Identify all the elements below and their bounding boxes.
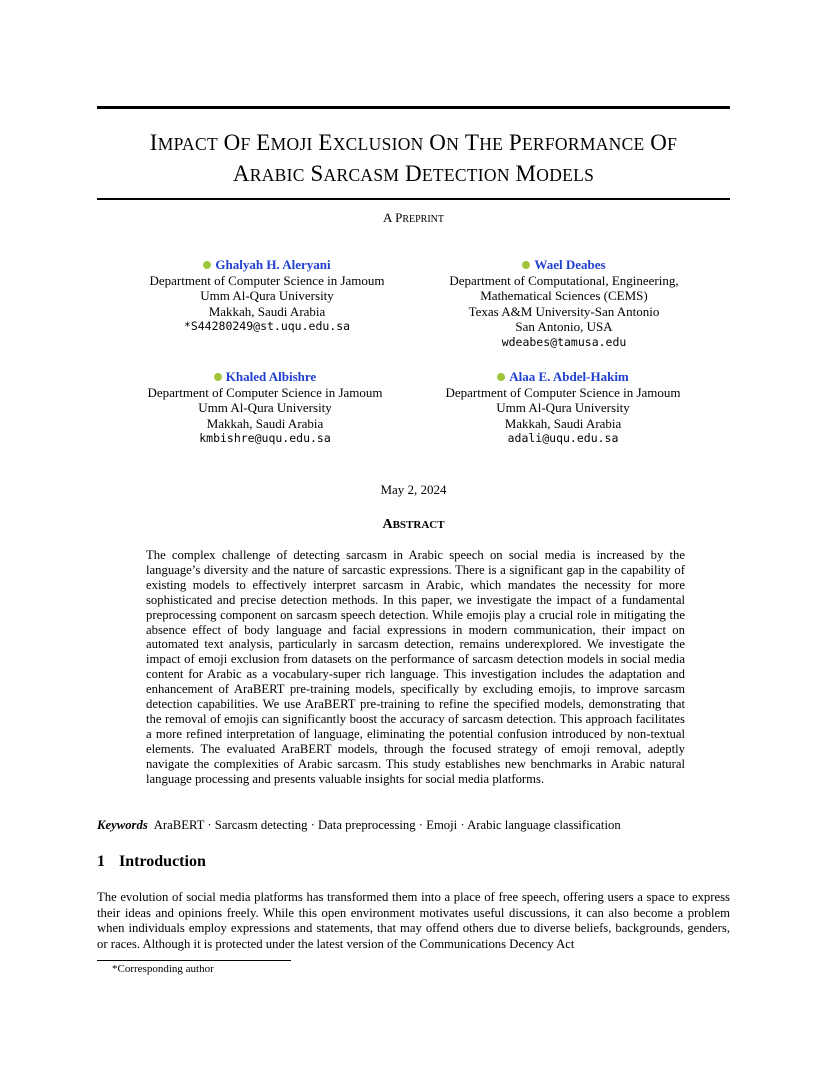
affiliation-line: Department of Computer Science in Jamoum (445, 384, 681, 400)
keywords-line (97, 818, 621, 833)
keywords-label: Keywords (97, 818, 148, 832)
affiliation-line: Texas A&M University-San Antonio (468, 303, 660, 319)
keyword-separator: · (307, 818, 319, 832)
affiliation-line: Department of Computer Science in Jamoum (147, 384, 383, 400)
date: May 2, 2024 (380, 482, 447, 497)
affiliation-line: Department of Computational, Engineering, (449, 272, 679, 288)
keyword: Arabic language classification (467, 818, 621, 832)
title-bottom-rule (97, 198, 730, 200)
intro-paragraph: The evolution of social media platforms has transformed them into a place of free speech, offering users a space to express their ideas and opinions freely. While this open environment motivates useful discussions, it can also become a problem when individuals employ expressions and statements, that may offend others due to diverse beliefs, backgrounds, genders, or races. Although it is protected under the latest version of the Communications Decency Act (97, 890, 730, 951)
keyword-separator: · (204, 818, 215, 832)
affiliation-line: Makkah, Saudi Arabia (504, 415, 622, 431)
affiliation-line: Makkah, Saudi Arabia (206, 415, 324, 431)
affiliation-line: Umm Al-Qura University (198, 400, 332, 415)
footnote-rule (97, 960, 291, 961)
title-line-1: IMPACT OF EMOJI EXCLUSION ON THE PERFORMANCE OF (149, 130, 678, 155)
affiliation-line: Umm Al-Qura University (200, 288, 334, 303)
author-block-4 (413, 369, 713, 447)
keyword: Sarcasm detecting (214, 818, 308, 832)
author-name-link[interactable]: Ghalyah H. Aleryani (215, 257, 331, 272)
keyword-separator: · (457, 818, 468, 832)
preprint-label: A PREPRINT (382, 210, 445, 225)
keyword-separator: · (415, 818, 427, 832)
keyword: AraBERT (153, 818, 205, 832)
affiliation-line: Mathematical Sciences (CEMS) (480, 288, 648, 303)
keyword: Emoji (426, 818, 458, 832)
abstract-heading: ABSTRACT (382, 517, 445, 532)
author-name-link[interactable]: Wael Deabes (534, 257, 606, 272)
section-heading (97, 853, 206, 871)
author-email: adali@uqu.edu.sa (507, 431, 619, 445)
affiliation-line: Department of Computer Science in Jamoum (149, 272, 385, 288)
author-name-link[interactable]: Alaa E. Abdel-Hakim (509, 369, 629, 384)
orcid-icon[interactable] (497, 373, 505, 381)
author-email: kmbishre@uqu.edu.sa (199, 431, 331, 445)
orcid-icon[interactable] (214, 373, 222, 381)
affiliation-line: San Antonio, USA (515, 319, 613, 334)
author-block-3 (115, 369, 415, 447)
abstract-text: The complex challenge of detecting sarcasm in Arabic speech on social media is increased by the language’s diversity and the nature of sarcastic expressions. There is a significant gap in the capability of existing models to effectively interpret sarcasm in Arabic, which mandates the necessity for more sophisticated and precise detection methods. In this paper, we investigate the impact of a fundamental preprocessing component on sarcasm speech detection. While emojis play a crucial role in mitigating the absence effect of body language and facial expressions in modern communication, their impact on automated text analysis, particularly in sarcasm detection, remains underexplored. We investigate the impact of emoji exclusion from datasets on the performance of sarcasm detection models in social media content for Arabic as a vocabulary-super rich language. This investigation includes the adaptation and enhancement of AraBERT pre-training models, specifically by excluding emojis, to improve sarcasm detection capabilities. We use AraBERT pre-training to refine the specified models, demonstrating that the removal of emojis can significantly boost the accuracy of sarcasm detection. This approach facilitates a more refined interpretation of language, eliminating the potential confusion introduced by non-textual elements. The evaluated AraBERT models, through the focused strategy of emoji removal, adeptly navigate the complexities of Arabic sarcasm. This study establishes new benchmarks in Arabic natural language processing and presents valuable insights for social media platforms. (146, 548, 685, 786)
orcid-icon[interactable] (203, 261, 211, 269)
section-title: Introduction (119, 853, 206, 870)
title-top-rule (97, 106, 730, 109)
author-name-link[interactable]: Khaled Albishre (225, 369, 317, 384)
affiliation-line: Makkah, Saudi Arabia (208, 303, 326, 319)
author-block-1 (117, 257, 417, 335)
author-block-2 (414, 257, 714, 350)
title-line-2: ARABIC SARCASM DETECTION MODELS (232, 161, 595, 186)
affiliation-line: Umm Al-Qura University (496, 400, 630, 415)
keywords-list (154, 818, 621, 832)
author-email: wdeabes@tamusa.edu (501, 334, 627, 349)
keyword: Data preprocessing (318, 818, 416, 832)
section-number: 1 (97, 853, 105, 870)
orcid-icon[interactable] (522, 261, 530, 269)
paper-title (97, 128, 730, 190)
footnote: *Corresponding author (112, 963, 214, 975)
author-email: *S44280249@st.uqu.edu.sa (183, 319, 351, 333)
